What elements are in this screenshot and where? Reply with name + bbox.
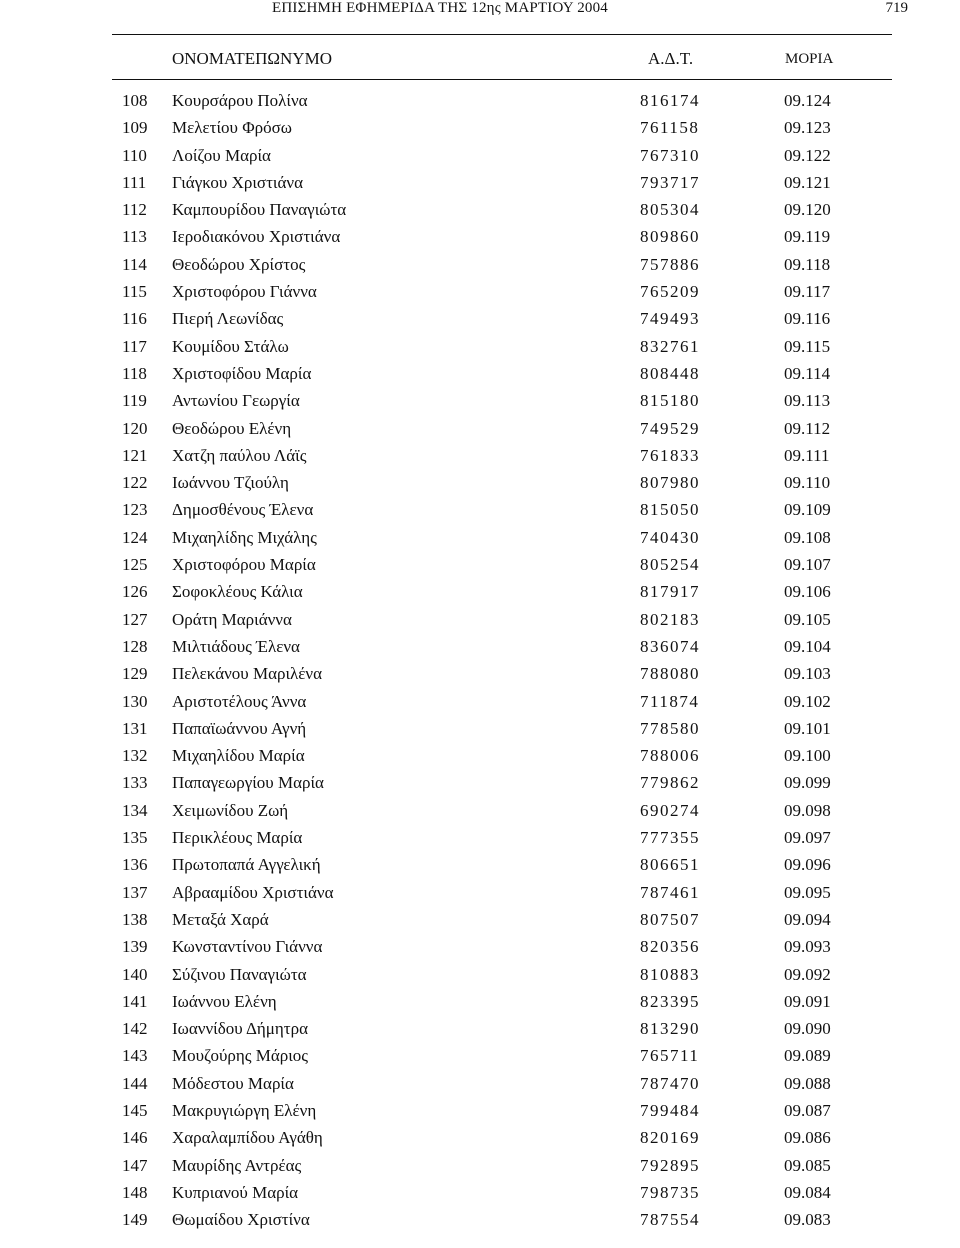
- row-score: 09.083: [784, 1210, 831, 1230]
- row-name: Μουζούρης Μάριος: [172, 1046, 309, 1066]
- row-id: 777355: [640, 828, 700, 848]
- row-score: 09.085: [784, 1155, 831, 1175]
- row-id: 815180: [640, 391, 700, 411]
- table-row: [0, 172, 960, 199]
- row-id: 788006: [640, 746, 700, 766]
- row-score: 09.088: [784, 1073, 831, 1093]
- row-name: Πρωτοπαπά Αγγελική: [172, 855, 321, 875]
- row-number: 131: [122, 718, 148, 738]
- row-id: 799484: [640, 1100, 700, 1120]
- row-id: 765711: [640, 1046, 700, 1066]
- column-header-name: ΟΝΟΜΑΤΕΠΩΝΥΜΟ: [172, 49, 332, 68]
- row-number: 132: [122, 746, 148, 766]
- row-number: 125: [122, 555, 148, 575]
- row-name: Χριστοφόρου Γιάννα: [172, 282, 317, 302]
- table-row: [0, 827, 960, 854]
- header-divider: [112, 34, 892, 35]
- row-score: 09.122: [784, 145, 831, 165]
- row-score: 09.094: [784, 909, 831, 929]
- row-id: 816174: [640, 91, 700, 110]
- row-name: Μαυρίδης Αντρέας: [172, 1155, 302, 1175]
- row-id: 787470: [640, 1073, 700, 1093]
- row-score: 09.120: [784, 200, 831, 220]
- row-name: Αβρααμίδου Χριστιάνα: [172, 882, 334, 902]
- row-number: 136: [122, 855, 148, 875]
- row-id: 690274: [640, 800, 700, 820]
- row-number: 120: [122, 418, 148, 438]
- row-score: 09.095: [784, 882, 831, 902]
- row-id: 809860: [640, 227, 700, 247]
- row-name: Καμπουρίδου Παναγιώτα: [172, 200, 347, 220]
- row-id: 788080: [640, 664, 700, 684]
- table-header-divider: [112, 79, 892, 80]
- row-number: 123: [122, 500, 148, 520]
- row-number: 130: [122, 691, 148, 711]
- row-score: 09.093: [784, 937, 831, 957]
- row-name: Παπαγεωργίου Μαρία: [172, 773, 324, 793]
- row-id: 820356: [640, 937, 700, 957]
- row-id: 793717: [640, 172, 700, 192]
- table-row: [0, 145, 960, 172]
- table-row: [0, 117, 960, 144]
- row-name: Παπαϊωάννου Αγνή: [172, 718, 307, 738]
- row-id: 711874: [640, 691, 700, 711]
- table-row: [0, 663, 960, 690]
- row-score: 09.115: [784, 336, 831, 356]
- table-row: [0, 90, 960, 117]
- row-id: 802183: [640, 609, 700, 629]
- row-score: 09.121: [784, 172, 831, 192]
- row-name: Χριστοφόρου Μαρία: [172, 555, 316, 575]
- row-id: 757886: [640, 254, 700, 274]
- row-number: 144: [122, 1073, 148, 1093]
- table-row: [0, 718, 960, 745]
- row-name: Οράτη Μαριάννα: [172, 609, 292, 629]
- table-row: [0, 854, 960, 881]
- row-score: 09.097: [784, 828, 831, 848]
- row-score: 09.099: [784, 773, 831, 793]
- table-row: [0, 472, 960, 499]
- row-number: 129: [122, 664, 148, 684]
- row-id: 807980: [640, 473, 700, 493]
- row-name: Χαραλαμπίδου Αγάθη: [172, 1128, 323, 1148]
- row-score: 09.111: [784, 445, 830, 465]
- row-id: 740430: [640, 527, 700, 547]
- row-name: Ιεροδιακόνου Χριστιάνα: [172, 227, 341, 247]
- table-row: [0, 527, 960, 554]
- row-score: 09.112: [784, 418, 831, 438]
- column-header-id: Α.Δ.Τ.: [648, 49, 694, 68]
- row-id: 778580: [640, 718, 700, 738]
- row-id: 808448: [640, 363, 700, 383]
- table-row: [0, 390, 960, 417]
- row-score: 09.114: [784, 363, 831, 383]
- row-score: 09.102: [784, 691, 831, 711]
- row-number: 141: [122, 991, 148, 1011]
- row-name: Μιχαηλίδου Μαρία: [172, 746, 305, 766]
- table-row: [0, 363, 960, 390]
- row-name: Μακρυγιώργη Ελένη: [172, 1100, 317, 1120]
- row-id: 815050: [640, 500, 700, 520]
- row-name: Κουρσάρου Πολίνα: [172, 91, 308, 110]
- row-name: Λοίζου Μαρία: [172, 145, 271, 165]
- row-id: 792895: [640, 1155, 700, 1175]
- row-score: 09.123: [784, 118, 831, 138]
- row-id: 761833: [640, 445, 700, 465]
- row-id: 806651: [640, 855, 700, 875]
- row-name: Μιχαηλίδης Μιχάλης: [172, 527, 317, 547]
- table-row: [0, 499, 960, 526]
- row-id: 810883: [640, 964, 700, 984]
- row-id: 820169: [640, 1128, 700, 1148]
- row-id: 798735: [640, 1182, 700, 1202]
- row-name: Μελετίου Φρόσω: [172, 118, 292, 138]
- row-number: 119: [122, 391, 147, 411]
- row-id: 823395: [640, 991, 700, 1011]
- row-score: 09.100: [784, 746, 831, 766]
- row-number: 138: [122, 909, 148, 929]
- row-name: Αντωνίου Γεωργία: [172, 391, 300, 411]
- row-number: 116: [122, 309, 147, 329]
- row-id: 805304: [640, 200, 700, 220]
- row-score: 09.086: [784, 1128, 831, 1148]
- row-number: 134: [122, 800, 148, 820]
- table-row: [0, 581, 960, 608]
- row-score: 09.119: [784, 227, 831, 247]
- table-row: [0, 636, 960, 663]
- table-row: [0, 745, 960, 772]
- row-number: 145: [122, 1100, 148, 1120]
- row-number: 139: [122, 937, 148, 957]
- table-row: [0, 254, 960, 281]
- row-name: Θεοδώρου Χρίστος: [172, 254, 306, 274]
- table-row: [0, 226, 960, 253]
- row-name: Ιωαννίδου Δήμητρα: [172, 1019, 308, 1039]
- row-name: Περικλέους Μαρία: [172, 828, 303, 848]
- gazette-title: ΕΠΙΣΗΜΗ ΕΦΗΜΕΡΙΔΑ ΤΗΣ 12ης ΜΑΡΤΙΟΥ 2004: [272, 0, 608, 16]
- table-row: [0, 445, 960, 472]
- row-score: 09.096: [784, 855, 831, 875]
- table-row: [0, 1127, 960, 1154]
- row-name: Μιλτιάδους Έλενα: [172, 636, 300, 656]
- table-row: [0, 909, 960, 936]
- row-score: 09.118: [784, 254, 831, 274]
- row-name: Πελεκάνου Μαριλένα: [172, 664, 323, 684]
- row-number: 147: [122, 1155, 148, 1175]
- table-row: [0, 336, 960, 363]
- table-row: [0, 691, 960, 718]
- row-number: 149: [122, 1210, 148, 1230]
- row-number: 112: [122, 200, 147, 220]
- row-number: 146: [122, 1128, 148, 1148]
- table-body: [0, 90, 960, 1236]
- row-name: Κυπριανού Μαρία: [172, 1182, 299, 1202]
- row-score: 09.090: [784, 1019, 831, 1039]
- row-number: 135: [122, 828, 148, 848]
- row-score: 09.101: [784, 718, 831, 738]
- table-row: [0, 1155, 960, 1182]
- table-row: [0, 991, 960, 1018]
- row-id: 805254: [640, 555, 700, 575]
- row-number: 127: [122, 609, 148, 629]
- table-row: [0, 418, 960, 445]
- row-name: Θεοδώρου Ελένη: [172, 418, 292, 438]
- row-score: 09.108: [784, 527, 831, 547]
- table-row: [0, 609, 960, 636]
- table-row: [0, 554, 960, 581]
- row-score: 09.109: [784, 500, 831, 520]
- table-row: [0, 1182, 960, 1209]
- row-id: 832761: [640, 336, 700, 356]
- row-name: Ιωάννου Ελένη: [172, 991, 277, 1011]
- row-name: Χατζη παύλου Λάϊς: [172, 445, 307, 465]
- row-id: 749493: [640, 309, 700, 329]
- row-score: 09.092: [784, 964, 831, 984]
- row-score: 09.113: [784, 391, 831, 411]
- row-number: 122: [122, 473, 148, 493]
- row-id: 749529: [640, 418, 700, 438]
- row-number: 110: [122, 145, 147, 165]
- row-name: Κουμίδου Στάλω: [172, 336, 289, 356]
- table-row: [0, 1018, 960, 1045]
- row-id: 765209: [640, 282, 700, 302]
- table-row: [0, 964, 960, 991]
- row-number: 142: [122, 1019, 148, 1039]
- row-number: 108: [122, 91, 148, 110]
- row-number: 121: [122, 445, 148, 465]
- row-id: 761158: [640, 118, 700, 138]
- row-number: 128: [122, 636, 148, 656]
- row-number: 117: [122, 336, 147, 356]
- page-number: 719: [885, 0, 908, 16]
- row-id: 787554: [640, 1210, 700, 1230]
- row-score: 09.124: [784, 91, 831, 110]
- row-score: 09.105: [784, 609, 831, 629]
- table-row: [0, 1045, 960, 1072]
- row-score: 09.104: [784, 636, 831, 656]
- row-score: 09.106: [784, 582, 831, 602]
- row-id: 807507: [640, 909, 700, 929]
- row-score: 09.098: [784, 800, 831, 820]
- row-name: Κωνσταντίνου Γιάννα: [172, 937, 323, 957]
- table-row: [0, 308, 960, 335]
- row-score: 09.107: [784, 555, 831, 575]
- row-name: Αριστοτέλους Άννα: [172, 691, 307, 711]
- row-score: 09.117: [784, 282, 831, 302]
- row-score: 09.103: [784, 664, 831, 684]
- row-number: 113: [122, 227, 147, 247]
- row-name: Μεταξά Χαρά: [172, 909, 269, 929]
- row-name: Πιερή Λεωνίδας: [172, 309, 284, 329]
- row-id: 813290: [640, 1019, 700, 1039]
- table-header: [0, 49, 960, 71]
- row-number: 109: [122, 118, 148, 138]
- row-id: 817917: [640, 582, 700, 602]
- row-name: Σοφοκλέους Κάλια: [172, 582, 303, 602]
- row-name: Γιάγκου Χριστιάνα: [172, 172, 303, 192]
- row-name: Χριστοφίδου Μαρία: [172, 363, 312, 383]
- row-id: 787461: [640, 882, 700, 902]
- table-row: [0, 1100, 960, 1127]
- table-row: [0, 800, 960, 827]
- row-score: 09.116: [784, 309, 831, 329]
- row-number: 143: [122, 1046, 148, 1066]
- row-score: 09.084: [784, 1182, 831, 1202]
- row-number: 148: [122, 1182, 148, 1202]
- column-header-score: ΜΟΡΙΑ: [785, 51, 834, 67]
- row-name: Μόδεστου Μαρία: [172, 1073, 294, 1093]
- table-row: [0, 1209, 960, 1236]
- row-id: 767310: [640, 145, 700, 165]
- row-name: Χειμωνίδου Ζωή: [172, 800, 289, 820]
- row-number: 111: [122, 172, 147, 192]
- row-id: 836074: [640, 636, 700, 656]
- row-score: 09.110: [784, 473, 831, 493]
- row-number: 114: [122, 254, 147, 274]
- row-name: Ιωάννου Τζιούλη: [172, 473, 289, 493]
- row-number: 140: [122, 964, 148, 984]
- row-number: 124: [122, 527, 148, 547]
- row-number: 137: [122, 882, 148, 902]
- row-id: 779862: [640, 773, 700, 793]
- table-row: [0, 199, 960, 226]
- row-name: Σύζινου Παναγιώτα: [172, 964, 307, 984]
- row-number: 126: [122, 582, 148, 602]
- page-header: [0, 0, 960, 22]
- row-score: 09.091: [784, 991, 831, 1011]
- row-name: Θωμαίδου Χριστίνα: [172, 1210, 310, 1230]
- table-row: [0, 936, 960, 963]
- table-row: [0, 281, 960, 308]
- table-row: [0, 882, 960, 909]
- table-row: [0, 1073, 960, 1100]
- row-number: 115: [122, 282, 147, 302]
- row-number: 133: [122, 773, 148, 793]
- table-row: [0, 772, 960, 799]
- row-score: 09.087: [784, 1100, 831, 1120]
- row-score: 09.089: [784, 1046, 831, 1066]
- row-name: Δημοσθένους Έλενα: [172, 500, 314, 520]
- row-number: 118: [122, 363, 147, 383]
